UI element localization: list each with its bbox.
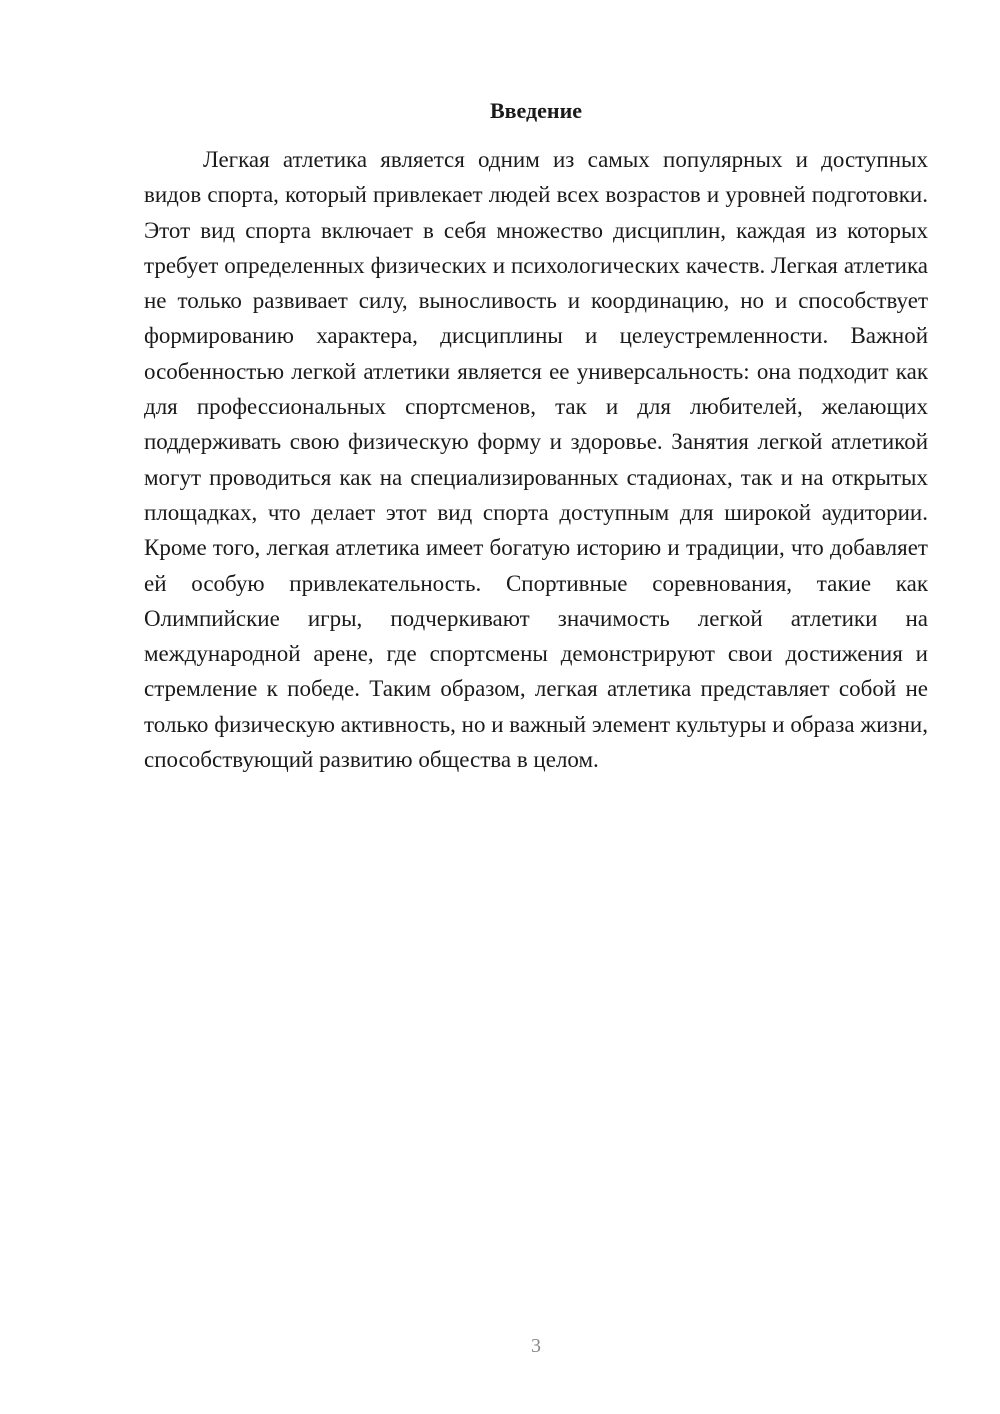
body-paragraph: Легкая атлетика является одним из самых популярных и доступных видов спорта, который привлекает людей всех возрастов и уровней подготовки. Этот вид спорта включает в себя множество дисциплин, каждая из которых требует определенных физических и психологических качеств. Легкая атлетика не только развивает силу, выносливость и координацию, но и способствует формированию характера, дисциплины и целеустремленности. Важной особенностью легкой атлетики является ее универсальность: она подходит как для профессиональных спортсменов, так и для любителей, желающих поддерживать свою физическую форму и здоровье. Занятия легкой атлетикой могут проводиться как на специализированных стадионах, так и на открытых площадках, что делает этот вид спорта доступным для широкой аудитории. Кроме того, легкая атлетика имеет богатую историю и традиции, что добавляет ей особую привлекательность. Спортивные соревнования, такие как Олимпийские игры, подчеркивают значимость легкой атлетики на международной арене, где спортсмены демонстрируют свои достижения и стремление к победе. Таким образом, легкая атлетика представляет собой не только физическую активность, но и важный элемент культуры и образа жизни, способствующий развитию общества в целом. xyxy=(144,147,928,773)
section-heading: Введение xyxy=(489,98,583,123)
page-number: 3 xyxy=(531,1335,541,1357)
